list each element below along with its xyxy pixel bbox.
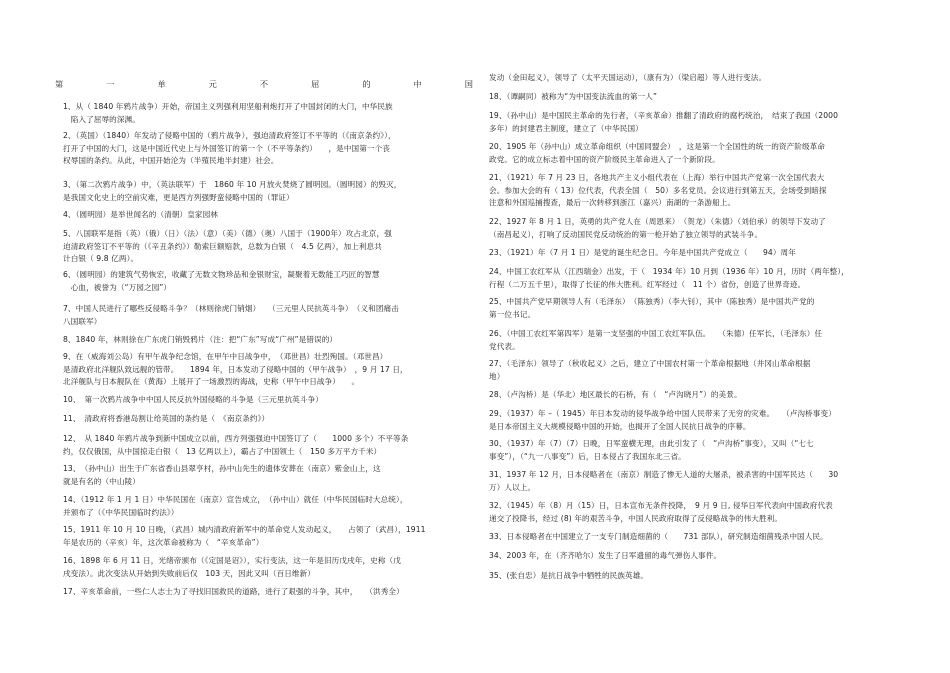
- question-line: 17、辛亥革命前，一些仁人志士为了寻找旧国救民的道路，进行了艰强的斗争，其中， （洪秀全）: [63, 587, 404, 596]
- question-item: [55, 555, 473, 580]
- question-item: [55, 586, 473, 599]
- question-line: 23、（1921）年（7 月 1 日）是党的诞生纪念日。今年是中国共产党成立（ 94）周年: [489, 248, 796, 257]
- question-item: [489, 247, 907, 260]
- question-line: 21、（1921）年 7 月 23 日，各地共产主义小组代表在（上海）举行中国共产党第一次全国代表大: [489, 173, 825, 182]
- question-item: [489, 296, 907, 321]
- question-line: 34、2003 年，在（齐齐哈尔）发生了日军遗留的毒气弹伤人事件。: [489, 551, 722, 560]
- question-line: 27、（毛泽东）领导了（秋收起义）之后，建立了中国农村第一个革命根据地（井冈山革命根据: [489, 359, 811, 368]
- question-line: 陷入了屈辱的深渊。: [63, 114, 140, 124]
- title-char: 的: [362, 79, 371, 89]
- question-line: 发动（金田起义），领导了（太平天国运动），（康有为）（梁启超）等人进行变法。: [489, 73, 767, 82]
- question-item: [55, 433, 473, 458]
- question-item: [489, 172, 907, 210]
- question-item: [55, 130, 473, 168]
- question-item: [55, 524, 473, 549]
- question-line: 5、八国联军是指（英）（俄）（日）（法）（意）（美）（德）（奥）八国于（1900年）攻占北京，强: [63, 229, 392, 238]
- question-line: 6、（圆明园）的建筑气势恢宏，收藏了无数文物珍品和金银财宝，凝聚着无数能工巧匠的智慧: [63, 270, 380, 279]
- question-item: [489, 570, 907, 583]
- question-item: [55, 463, 473, 488]
- question-line: 9、在（威海刘公岛）有甲午战争纪念馆，在甲午中日战争中， （邓世昌）壮烈殉国。（邓世昌）: [63, 352, 388, 361]
- title-char: 元: [208, 79, 217, 89]
- question-line: 1、从（ 1840 年鸦片战争）开始，帝国主义列强利用坚船利炮打开了中国封闭的大门，中华民族: [63, 102, 393, 111]
- question-item: [55, 351, 473, 389]
- question-line: 戌变法）。此次变法从开始到失败前后仅 103 天，因此又叫（百日维新）: [63, 568, 316, 578]
- question-item: [489, 141, 907, 166]
- question-item: [489, 469, 907, 494]
- question-line: 年是农历的（辛亥）年，这次革命被称为（ “辛亥革命”）: [63, 537, 264, 547]
- question-line: 北洋舰队与日本舰队在（黄海）上展开了一场激烈的海战，史称（甲午中日战争） 。: [63, 377, 360, 387]
- question-line: 28、（卢沟桥）是（华北）地区最长的石桥，有（ “卢沟晓月”）的美景。: [489, 390, 742, 399]
- question-item: [55, 228, 473, 266]
- question-line: 地）: [489, 371, 505, 381]
- title-char: 不: [259, 79, 269, 89]
- question-line: 20、1905 年（孙中山）成立革命组织（中国同盟会） ，这是第一个全国性的统一的资产阶级革命: [489, 142, 826, 151]
- question-line: 33、日本侵略者在中国建立了一支专门制造细菌的（ 731 部队），研究制造细菌残杀中国人民。: [489, 532, 828, 541]
- question-line: 2、（英国）（1840）年发动了侵略中国的（鸦片战争），强迫清政府签订不平等的（《南京条约》），: [63, 131, 396, 140]
- question-line: 10、 第一次鸦片战争中中国人民反抗外国侵略的斗争是（三元里抗英斗争）: [63, 395, 323, 404]
- question-item: [55, 334, 473, 347]
- question-line: 是清政府北洋舰队致远舰的管带。 1894 年，日本发动了侵略中国的（甲午战争） ，9 月 17 日，: [63, 364, 408, 374]
- question-line: 4、（圆明园）是举世闻名的（清朝）皇家园林: [63, 210, 219, 219]
- question-item: [489, 266, 907, 291]
- question-line: 政党。它的成立标志着中国的资产阶级民主革命进入了一个新阶段。: [489, 154, 720, 164]
- question-line: 是我国文化史上的空前灾难，更是西方列强野蛮侵略中国的（罪证）: [63, 192, 294, 202]
- title-char: 屈: [311, 79, 320, 89]
- title-char: 一: [106, 79, 115, 89]
- question-line: 11、 清政府将香港岛割让给英国的条约是（ 《南京条约》）: [63, 414, 270, 423]
- page-title: [55, 79, 473, 90]
- title-char: 单: [157, 79, 166, 89]
- question-item: [55, 413, 473, 426]
- question-item: [489, 328, 907, 353]
- question-line: 16、1898 年 6 月 11 日，光绪帝颁布（《定国是诏》），实行变法，这一年是旧历戊戌年，史称（戊: [63, 556, 401, 565]
- question-item: [55, 101, 473, 126]
- question-line: 22、1927 年 8 月 1 日，英勇的共产党人在（周恩来） （贺龙）（朱德）（刘伯承）的领导下发动了: [489, 217, 826, 226]
- question-line: 24、中国工农红军从（江西瑞金）出发，于（ 1934 年）10 月到（1936 年）10 月，历时（两年整），: [489, 267, 849, 276]
- question-item: [55, 494, 473, 519]
- question-item: [55, 269, 473, 294]
- question-item: [55, 209, 473, 222]
- question-line: 3、（第二次鸦片战争）中，（英法联军）于 1860 年 10 月放火焚烧了圆明园。（圆明园）的毁灭，: [63, 180, 402, 189]
- question-item: [489, 358, 907, 383]
- question-line: 8、1840 年，林则徐在广东虎门销毁鸦片（注：把“广东”写成“广州”是错误的）: [63, 335, 338, 344]
- question-line: 事变”），（“九一八事变”）后，日本侵占了我国东北三省。: [489, 451, 686, 461]
- question-item: [489, 408, 907, 433]
- question-line: 35、(张自忠）是抗日战争中牺牲的民族英雄。: [489, 571, 649, 580]
- question-item: [55, 394, 473, 407]
- question-line: 第一位书记。: [489, 309, 536, 319]
- question-item: [489, 389, 907, 402]
- question-item: [489, 438, 907, 463]
- question-line: 会。参加大会的有（ 13）位代表，代表全国（ 50）多名党员。会议进行到第五天，会场受到暗探: [489, 185, 827, 195]
- question-line: 打开了中国的大门，这是中国近代史上与外国签订的第一个（不平等条约） ，是中国第一个丧: [63, 143, 391, 153]
- question-line: 12、 从 1840 年鸦片战争到新中国成立以前，西方列强强迫中国签订了（ 1000 多个）不平等条: [63, 434, 409, 443]
- question-line: 就是有名的（中山陵）: [63, 476, 140, 486]
- question-line: 25、中国共产党早期领导人有（毛泽东） （陈独秀）（李大钊），其中（陈独秀）是中国共产党的: [489, 297, 815, 306]
- question-line: 7、中国人民进行了哪些反侵略斗争？（林则徐虎门销烟） （三元里人民抗英斗争） （义和团痛击: [63, 304, 399, 313]
- question-item: [489, 500, 907, 525]
- question-line: 多年）的封建君主制度，建立了（中华民国）: [489, 123, 643, 133]
- question-item: [489, 110, 907, 135]
- title-char: 国: [464, 79, 473, 89]
- question-item: [489, 550, 907, 563]
- question-line: 30、（1937）年（7）（7）日晚，日军蛮横无理，由此引发了（ “卢沟桥”事变），又叫（“七七: [489, 439, 814, 448]
- question-line: 注意和外国巡捕搜查，最后一次转移到浙江（嘉兴）南湖的一条游船上。: [489, 198, 736, 208]
- question-line: 迫清政府签订不平等的（《辛丑条约》）勒索巨额赔款，总数为白银（ 4.5 亿两），加上利息共: [63, 241, 382, 251]
- question-line: 行程（二万五千里），取得了长征的伟大胜利。红军经过（ 11 个）省份，创造了世界奇迹。: [489, 279, 806, 289]
- question-line: 八国联军）: [63, 316, 102, 326]
- question-item: [55, 303, 473, 328]
- question-item: [489, 216, 907, 241]
- question-line: 是日本帝国主义大规模侵略中国的开始，也揭开了全国人民抗日战争的序幕。: [489, 421, 751, 431]
- question-line: 计白银（ 9.8 亿两）。: [63, 254, 139, 264]
- question-line: 19、（孙中山）是中国民主革命的先行者，（辛亥革命）推翻了清政府的腐朽统治， 结束了我国（2000: [489, 111, 839, 120]
- question-line: 约，仅仅俄国，从中国掠走白银（ 13 亿两以上），霸占了中国领土（ 150 多万平方千米）: [63, 446, 382, 456]
- question-line: 权辱国的条约。从此，中国开始沦为（半殖民地半封建）社会。: [63, 156, 279, 166]
- title-char: 中: [413, 79, 422, 89]
- question-line: 14、（1912 年 1 月 1 日）中华民国在（南京）宣告成立， （孙中山）就任（中华民国临时大总统），: [63, 495, 408, 504]
- question-line: 15、1911 年 10 月 10 日晚，（武昌）城内清政府新军中的革命党人发动起义， 占领了（武昌），1911: [63, 525, 426, 534]
- title-char: 第: [55, 79, 64, 89]
- question-line: 32、（1945）年（8）月（15）日，日本宣布无条件投降， 9 月 9 日, 侵华日军代表向中国政府代表: [489, 501, 833, 510]
- question-line: 党代表。: [489, 341, 520, 351]
- question-line: 26、（中国工农红军第四军）是第一支坚强的中国工农红军队伍。 （朱德）任军长，（毛泽东）任: [489, 329, 823, 338]
- question-line: 18、（谭嗣同）被称为“为中国变法流血的第一人”: [489, 92, 658, 101]
- question-line: 万）人以上。: [489, 482, 536, 492]
- question-item: [489, 72, 907, 85]
- question-line: 13、 （孙中山）出生于广东省香山县翠亨村，孙中山先生的遗体安葬在（南京）紫金山上，这: [63, 464, 381, 473]
- question-line: 31、1937 年 12 月，日本侵略者在（南京）制造了惨无人道的大屠杀，被杀害的中国军民达（ 30: [489, 470, 839, 479]
- question-item: [489, 531, 907, 544]
- question-line: 并颁布了（《中华民国临时约法》）: [63, 507, 179, 517]
- question-line: 递交了投降书，经过 (8) 年的艰苦斗争，中国人民政府取得了反侵略战争的伟大胜利。: [489, 513, 783, 523]
- question-line: （南昌起义），打响了反动国民党反动统治的第一枪开始了独立领导的武装斗争。: [489, 229, 763, 239]
- question-line: 29、（1937）年 –（ 1945）年日本发动的侵华战争给中国人民带来了无穷的灾难。 （卢沟桥事变）: [489, 409, 836, 418]
- question-item: [489, 91, 907, 104]
- question-line: 心血，被誉为（“万园之园”）: [63, 282, 172, 292]
- question-item: [55, 179, 473, 204]
